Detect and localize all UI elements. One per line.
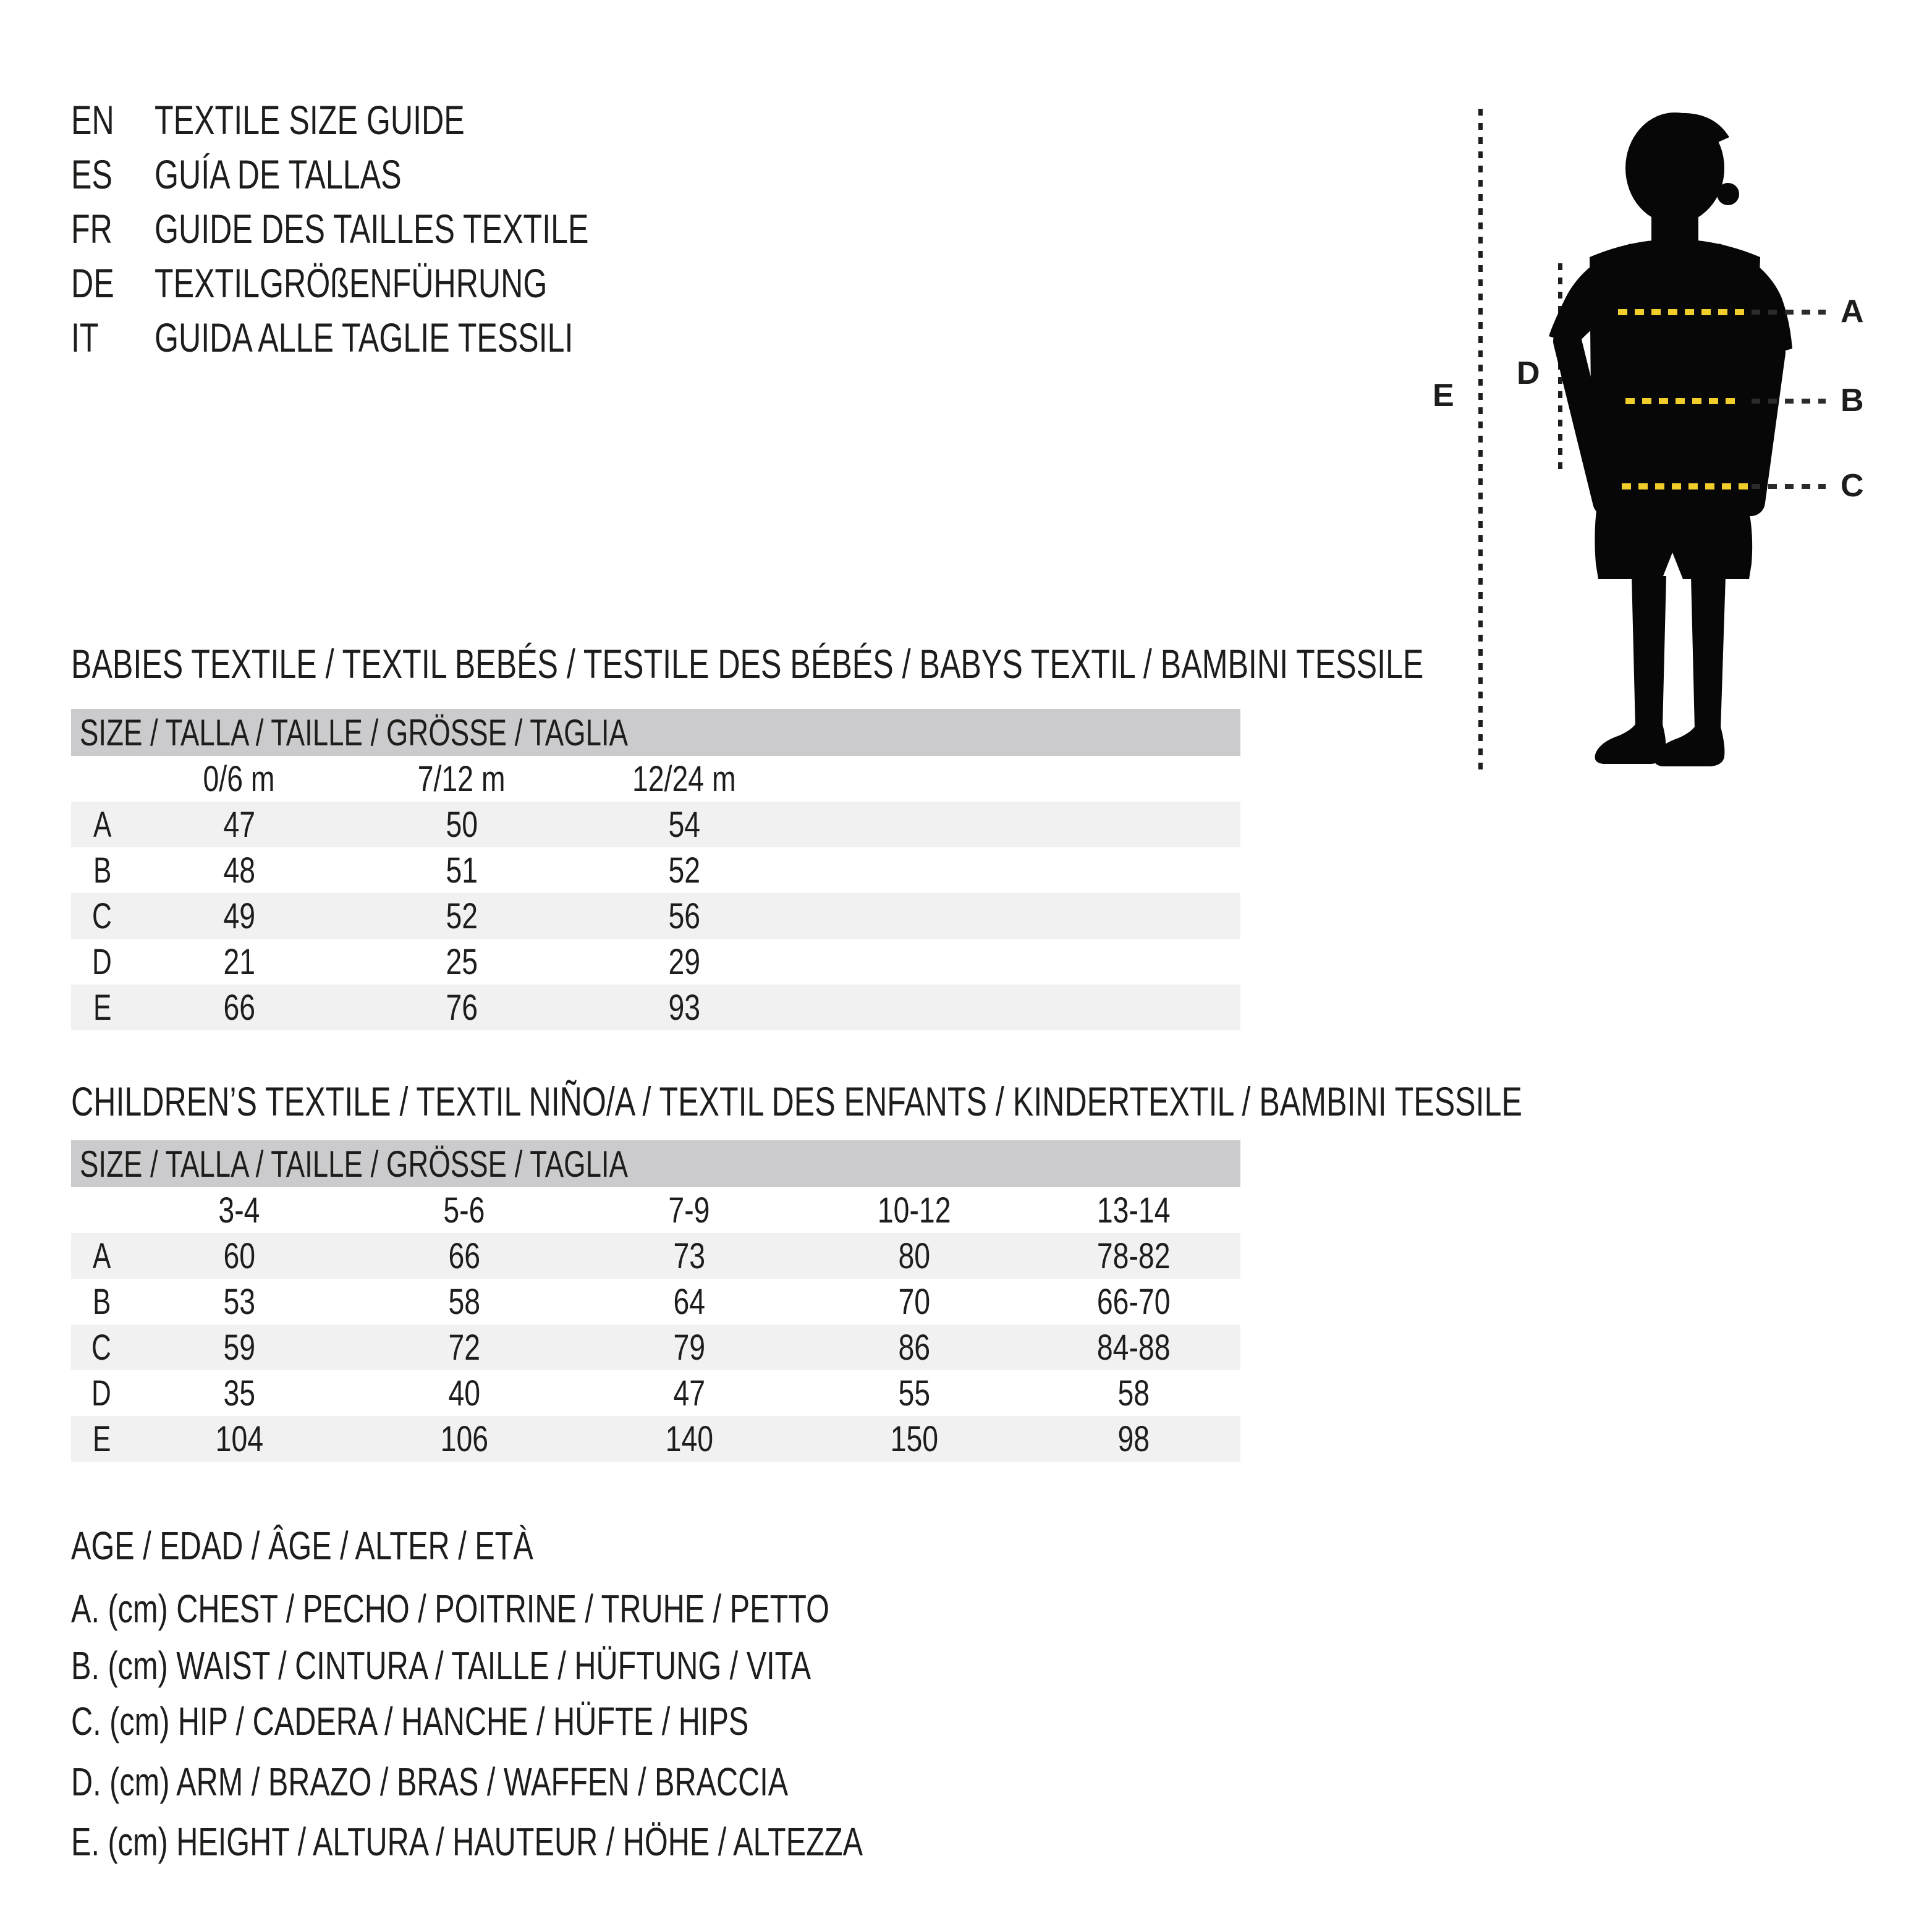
waist-measure-line (1625, 398, 1742, 404)
table-row-b (71, 847, 1240, 893)
spacer-cell (795, 847, 1240, 893)
row-label: A (92, 1235, 111, 1276)
cell: 40 (448, 1373, 480, 1413)
cell: 72 (448, 1327, 480, 1368)
legend-arm-text: D. (cm) ARM / BRAZO / BRAS / WAFFEN / BRACCIA (71, 1760, 789, 1804)
label-chest-a: A (1841, 294, 1864, 329)
size-header-row (71, 709, 1240, 756)
label-height-e: E (1433, 378, 1454, 413)
spacer-cell (795, 985, 1240, 1030)
hip-leader-line (1752, 484, 1826, 489)
cell: 25 (446, 941, 478, 982)
cell: 66 (448, 1235, 480, 1276)
cell: 76 (446, 987, 478, 1028)
table-row-d (71, 1370, 1240, 1416)
chest-leader-line (1752, 310, 1826, 315)
language-code: FR (71, 206, 112, 252)
spacer-cell (795, 893, 1240, 939)
cell: 35 (223, 1373, 255, 1413)
cell: 64 (673, 1281, 705, 1322)
cell: 49 (223, 896, 255, 936)
cell: 150 (890, 1418, 938, 1459)
babies-col-7-12m: 7/12 m (418, 758, 506, 799)
size-header-label: SIZE / TALLA / TAILLE / GRÖSSE / TAGLIA (80, 1143, 629, 1185)
babies-col-0-6m: 0/6 m (203, 758, 276, 799)
cell: 29 (668, 941, 700, 982)
language-code: DE (71, 260, 114, 306)
children-col-10-12: 10-12 (877, 1190, 951, 1231)
row-label: C (91, 1327, 111, 1368)
babies-size-table (71, 709, 1240, 1030)
legend-hip (71, 1698, 963, 1744)
chest-measure-line (1618, 309, 1745, 315)
cell: 73 (673, 1235, 705, 1276)
table-row-b (71, 1279, 1240, 1324)
cell: 52 (668, 850, 700, 891)
legend-height (71, 1819, 1113, 1865)
guide-title-es: GUÍA DE TALLAS (155, 151, 402, 197)
cell: 21 (223, 941, 255, 982)
row-label: D (92, 941, 112, 982)
table-row-c (71, 1324, 1240, 1370)
row-label: E (93, 987, 112, 1028)
table-row-c (71, 893, 1240, 939)
children-col-5-6: 5-6 (443, 1190, 485, 1231)
table-row-e (71, 985, 1240, 1030)
legend-waist (71, 1643, 1044, 1688)
cell: 54 (668, 804, 700, 845)
row-label: B (92, 1281, 111, 1322)
babies-col-12-24m: 12/24 m (632, 758, 736, 799)
children-col-13-14: 13-14 (1096, 1190, 1171, 1231)
cell: 52 (446, 896, 478, 936)
legend-age (71, 1523, 679, 1569)
cell: 56 (668, 896, 700, 936)
table-row-e (71, 1416, 1240, 1462)
cell: 47 (223, 804, 255, 845)
cell: 55 (898, 1373, 930, 1413)
guide-title-en: TEXTILE SIZE GUIDE (155, 97, 465, 143)
cell: 53 (223, 1281, 255, 1322)
cell: 140 (665, 1418, 713, 1459)
cell: 98 (1117, 1418, 1150, 1459)
spacer-cell (71, 1187, 127, 1233)
cell: 47 (673, 1373, 705, 1413)
cell: 104 (215, 1418, 263, 1459)
cell: 51 (446, 850, 478, 891)
legend-height-text: E. (cm) HEIGHT / ALTURA / HAUTEUR / HÖHE / ALTEZZA (71, 1820, 863, 1864)
cell: 50 (446, 804, 478, 845)
child-silhouette-icon (1538, 106, 1796, 773)
babies-column-header-row (71, 756, 1240, 802)
cell: 66-70 (1096, 1281, 1171, 1322)
waist-leader-line (1752, 399, 1826, 404)
spacer-cell (71, 756, 128, 802)
language-code: IT (71, 315, 99, 360)
cell: 58 (1117, 1373, 1150, 1413)
table-row-a (71, 1233, 1240, 1279)
cell: 80 (898, 1235, 930, 1276)
legend-chest (71, 1586, 1069, 1632)
cell: 66 (223, 987, 255, 1028)
hip-measure-line (1622, 483, 1748, 489)
size-header-row (71, 1140, 1240, 1187)
row-label: D (91, 1373, 111, 1413)
legend-age-text: AGE / EDAD / ÂGE / ALTER / ETÀ (71, 1523, 533, 1568)
children-col-3-4: 3-4 (218, 1190, 260, 1231)
cell: 48 (223, 850, 255, 891)
guide-title-it: GUIDA ALLE TAGLIE TESSILI (155, 315, 574, 360)
row-label: A (93, 804, 112, 845)
legend-waist-text: B. (cm) WAIST / CINTURA / TAILLE / HÜFTUNG / VITA (71, 1643, 811, 1688)
children-col-7-9: 7-9 (668, 1190, 710, 1231)
table-row-d (71, 939, 1240, 985)
cell: 70 (898, 1281, 930, 1322)
row-label: E (92, 1418, 111, 1459)
cell: 84-88 (1096, 1327, 1171, 1368)
children-section-title-text: CHILDREN’S TEXTILE / TEXTIL NIÑO/A / TEXTIL DES ENFANTS / KINDERTEXTIL / BAMBINI TESSILE (71, 1078, 1522, 1124)
size-header-label: SIZE / TALLA / TAILLE / GRÖSSE / TAGLIA (80, 711, 629, 753)
cell: 78-82 (1096, 1235, 1171, 1276)
children-section-title (71, 1078, 1932, 1125)
legend-arm (71, 1759, 1015, 1805)
spacer-cell (795, 802, 1240, 847)
legend-chest-text: A. (cm) CHEST / PECHO / POITRINE / TRUHE / PETTO (71, 1587, 829, 1631)
row-label: B (93, 850, 112, 891)
guide-title-fr: GUIDE DES TAILLES TEXTILE (155, 206, 589, 252)
table-row-a (71, 802, 1240, 847)
label-arm-d: D (1517, 355, 1540, 391)
language-code: ES (71, 151, 112, 197)
spacer-cell (795, 756, 1240, 802)
label-waist-b: B (1841, 383, 1864, 418)
label-hip-c: C (1841, 468, 1864, 504)
guide-title-de: TEXTILGRÖßENFÜHRUNG (155, 260, 548, 306)
row-label: C (92, 896, 112, 936)
cell: 58 (448, 1281, 480, 1322)
cell: 59 (223, 1327, 255, 1368)
language-code: EN (71, 97, 114, 143)
cell: 93 (668, 987, 700, 1028)
children-size-table (71, 1140, 1240, 1462)
babies-section-title-text: BABIES TEXTILE / TEXTIL BEBÉS / TESTILE DES BÉBÉS / BABYS TEXTIL / BAMBINI TESSILE (71, 641, 1424, 687)
children-column-header-row (71, 1187, 1240, 1233)
cell: 60 (223, 1235, 255, 1276)
spacer-cell (795, 939, 1240, 985)
legend-hip-text: C. (cm) HIP / CADERA / HANCHE / HÜFTE / HIPS (71, 1699, 749, 1743)
cell: 106 (440, 1418, 488, 1459)
cell: 86 (898, 1327, 930, 1368)
cell: 79 (673, 1327, 705, 1368)
